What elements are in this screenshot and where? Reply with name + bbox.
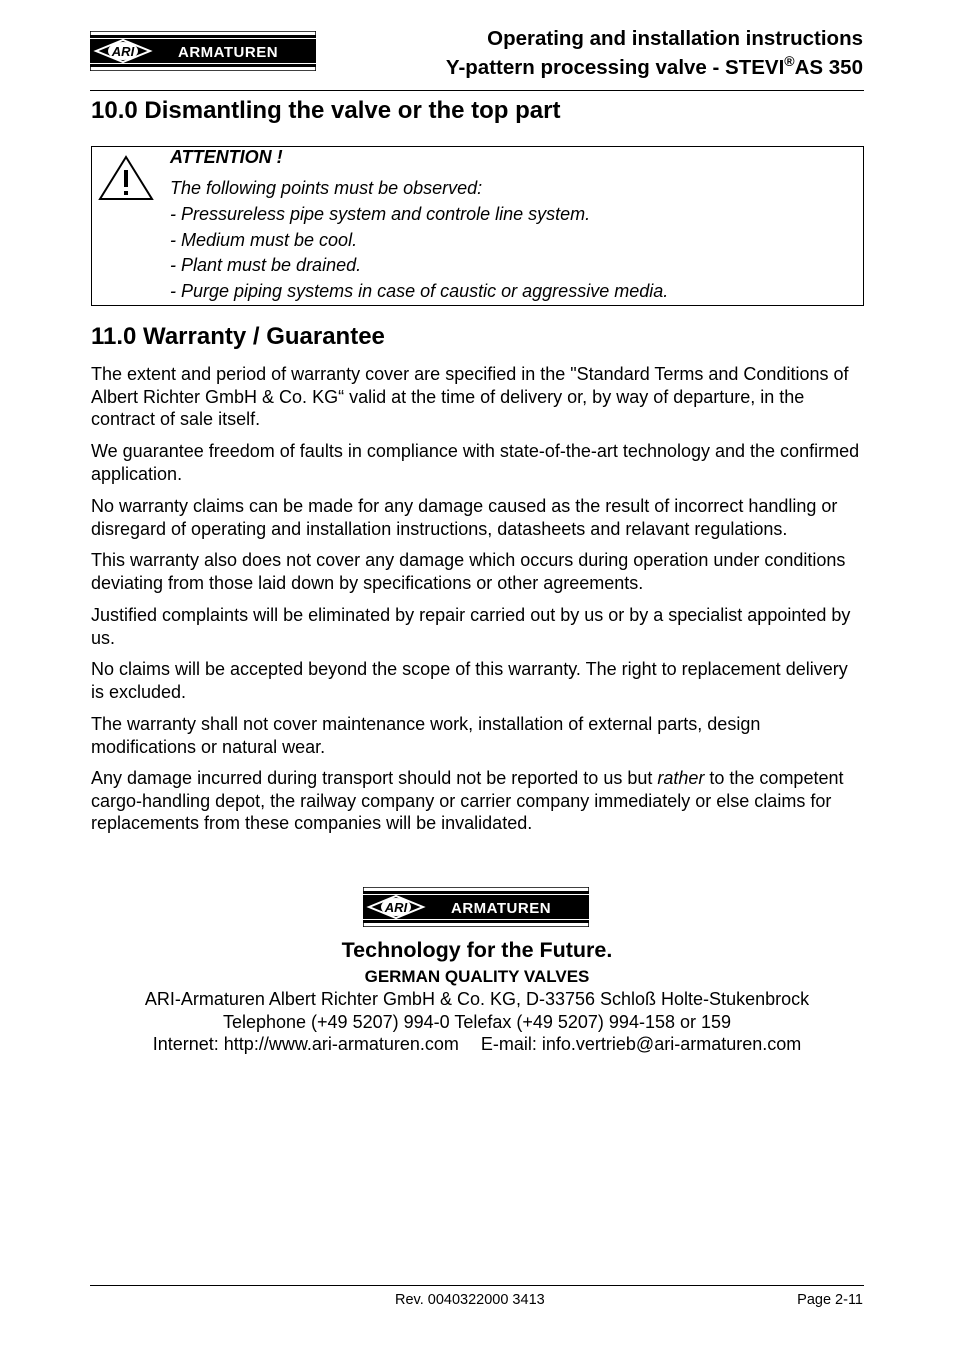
ari-armaturen-logo xyxy=(90,31,316,71)
company-internet[interactable]: Internet: http://www.ari-armaturen.com xyxy=(152,1034,459,1054)
quality-tagline: GERMAN QUALITY VALVES xyxy=(364,967,590,986)
document-title xyxy=(446,24,863,82)
ari-armaturen-logo-footer xyxy=(363,887,589,927)
company-slogan: Technology for the Future. xyxy=(341,938,613,962)
header-divider xyxy=(90,90,864,91)
title-line-2: Y-pattern processing valve - STEVI®AS 350 xyxy=(445,53,863,79)
warranty-paragraph: No claims will be accepted beyond the scope of this warranty. The right to replacement delivery is excluded. xyxy=(91,659,848,702)
footer-divider xyxy=(90,1285,864,1286)
page-number: Page 2-11 xyxy=(797,1292,863,1308)
warranty-paragraph: No warranty claims can be made for any damage caused as the result of incorrect handling or disregard of operating and installation instructions, datasheets and relavant regulations. xyxy=(91,496,838,539)
attention-line: - Purge piping systems in case of caustic or aggressive media. xyxy=(170,281,669,301)
attention-line: - Pressureless pipe system and controle line system. xyxy=(170,204,591,224)
header xyxy=(0,0,954,95)
warranty-paragraph: The extent and period of warranty cover are specified in the "Standard Terms and Conditions of Albert Richter GmbH & Co. KG“ valid at the time of delivery or, by way of departure, in the contract of sale itself. xyxy=(91,364,849,430)
svg-text:ARI: ARI xyxy=(111,44,135,59)
svg-text:ARMATUREN: ARMATUREN xyxy=(178,44,279,61)
attention-line: - Plant must be drained. xyxy=(170,255,362,275)
title-line-1: Operating and installation instructions xyxy=(487,27,863,50)
warranty-paragraph: The warranty shall not cover maintenance work, installation of external parts, design modifications or natural wear. xyxy=(91,714,761,757)
revision-number: Rev. 0040322000 3413 xyxy=(395,1292,545,1308)
svg-text:ARMATUREN: ARMATUREN xyxy=(451,900,552,917)
warranty-paragraph-transport: Any damage incurred during transport should not be reported to us but rather to the competent cargo-handling depot, the railway company or carrier company immediately or else claims for replacements from these companies will be invalidated. xyxy=(91,768,844,834)
company-email[interactable]: E-mail: info.vertrieb@ari-armaturen.com xyxy=(480,1034,802,1054)
company-contact xyxy=(0,1034,954,1055)
company-phone: Telephone (+49 5207) 994-0 Telefax (+49 5207) 994-158 or 159 xyxy=(222,1012,732,1032)
attention-line: The following points must be observed: xyxy=(170,178,483,198)
section-10-heading: 10.0 Dismantling the valve or the top part xyxy=(91,97,561,124)
attention-line: - Medium must be cool. xyxy=(170,230,358,250)
warranty-paragraph: We guarantee freedom of faults in compliance with state-of-the-art technology and the confirmed application. xyxy=(91,441,860,484)
warning-triangle-icon xyxy=(97,154,155,202)
section-11-heading: 11.0 Warranty / Guarantee xyxy=(91,323,385,350)
warranty-paragraph: Justified complaints will be eliminated by repair carried out by us or by a specialist appointed by us. xyxy=(91,605,851,648)
warranty-paragraph: This warranty also does not cover any damage which occurs during operation under conditions deviating from those laid down by specifications or other agreements. xyxy=(91,550,846,593)
attention-title: ATTENTION ! xyxy=(170,147,283,167)
attention-box xyxy=(91,146,864,306)
company-address: ARI-Armaturen Albert Richter GmbH & Co. KG, D-33756 Schloß Holte-Stukenbrock xyxy=(144,989,810,1009)
svg-text:ARI: ARI xyxy=(384,900,408,915)
